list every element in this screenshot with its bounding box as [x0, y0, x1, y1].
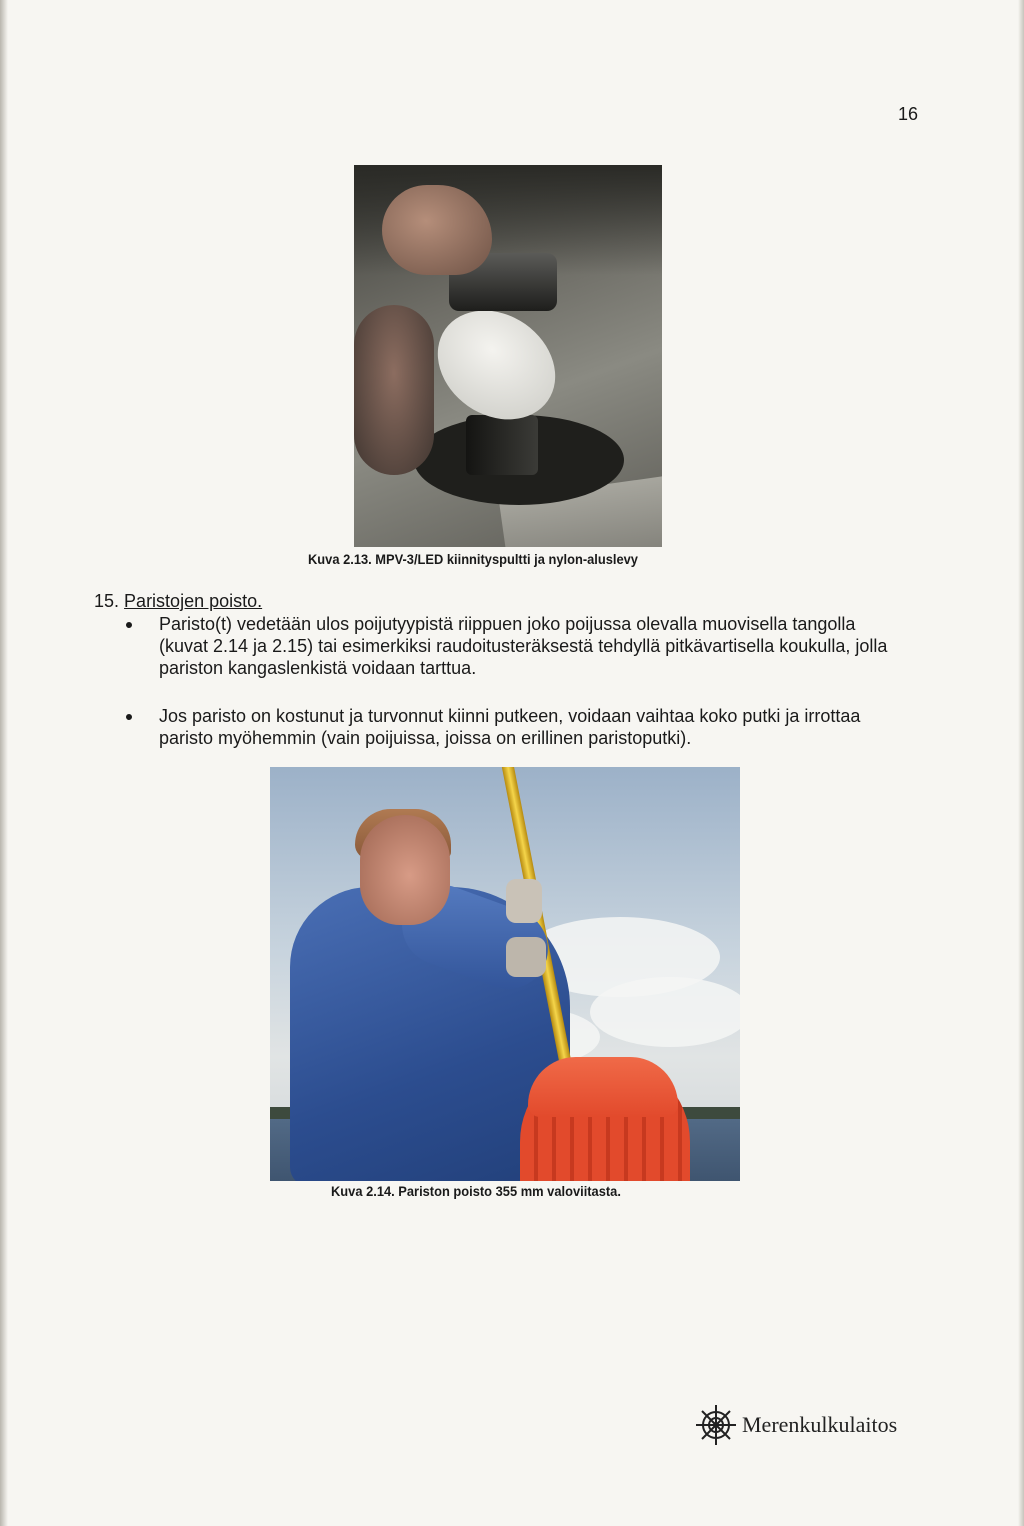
bullet-item — [126, 613, 926, 683]
figure-caption: Kuva 2.14. Pariston poisto 355 mm valoviitasta. — [331, 1183, 621, 1199]
logo-text: Merenkulkulaitos — [742, 1412, 898, 1437]
bullet-item — [126, 705, 926, 753]
section-title: Paristojen poisto. — [124, 591, 263, 611]
section-heading — [94, 591, 262, 612]
photo-bolt-and-washer — [354, 165, 662, 547]
bullet-text — [159, 613, 887, 679]
photo-battery-removal — [270, 767, 740, 1181]
footer-logo — [694, 1403, 924, 1447]
text-line: Paristo(t) vedetään ulos poijutyypistä riippuen joko poijussa olevalla muovisella tangolla — [159, 614, 856, 634]
text-line: (kuvat 2.14 ja 2.15) tai esimerkiksi raudoitusteräksestä tehdyllä pitkävartisella koukulla, jolla — [159, 636, 888, 656]
section-number: 15. — [94, 591, 120, 611]
ship-wheel-icon — [694, 1403, 738, 1447]
scan-edge-left — [0, 0, 8, 1526]
bullet-text — [159, 705, 860, 749]
page-number: 16 — [898, 104, 919, 124]
bullet-dot — [126, 714, 132, 720]
text-line: Jos paristo on kostunut ja turvonnut kiinni putkeen, voidaan vaihtaa koko putki ja irrottaa — [159, 706, 861, 726]
scan-edge-right — [1018, 0, 1024, 1526]
text-line: pariston kangaslenkistä voidaan tarttua. — [159, 658, 477, 678]
bullet-dot — [126, 622, 132, 628]
text-line: paristo myöhemmin (vain poijuissa, joissa on erillinen paristoputki). — [159, 728, 692, 748]
figure-caption: Kuva 2.13. MPV-3/LED kiinnityspultti ja nylon-aluslevy — [308, 551, 638, 567]
